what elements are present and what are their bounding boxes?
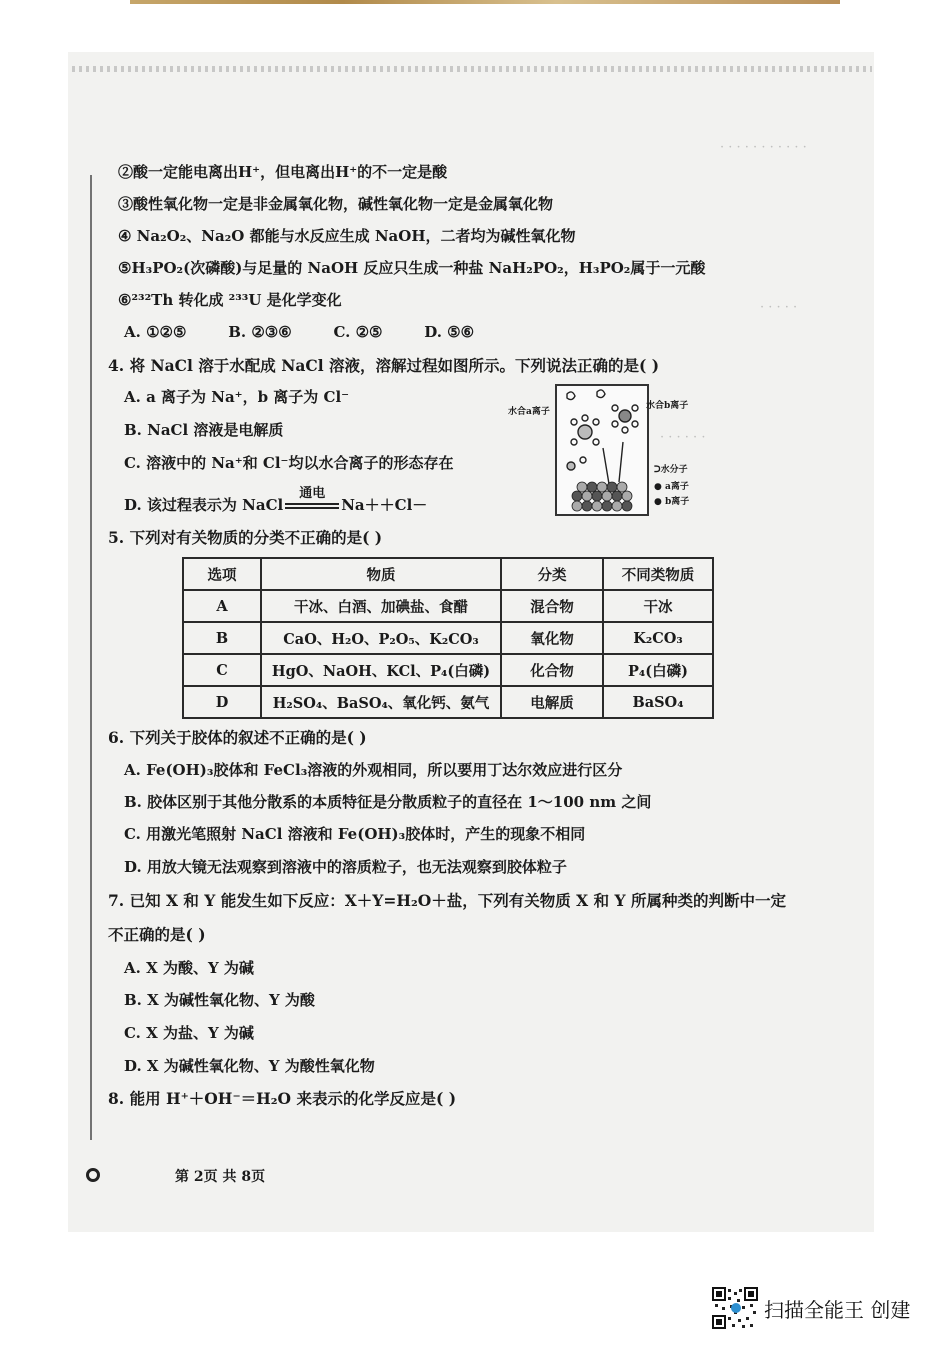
statement-2: ②酸一定能电离出H⁺，但电离出H⁺的不一定是酸 [118,163,448,181]
table-row [183,654,713,686]
q4-stem: 4. 将 NaCl 溶于水配成 NaCl 溶液，溶解过程如图所示。下列说法正确的是( ) [108,356,660,375]
table-cell: B [183,622,261,654]
q7-option-c: C. X 为盐、Y 为碱 [124,1024,254,1042]
label-hydrated-a: 水合a离子 [508,407,550,417]
label-water-text: 水分子 [660,465,688,475]
table-row [183,686,713,718]
table-header-row [183,558,713,590]
scanner-watermark: 扫描全能王 创建 [764,1298,911,1322]
q3-options: A. ①②⑤ B. ②③⑥ C. ②⑤ D. ⑤⑥ [124,323,475,341]
table-cell: 干冰 [603,590,713,622]
classification-table [182,557,714,719]
label-a-ion-text: a离子 [665,482,689,492]
bleed-through: · · · · · [760,300,798,315]
table-header-cell: 不同类物质 [603,558,713,590]
q7-option-a: A. X 为酸、Y 为碱 [124,959,254,977]
table-cell: D [183,686,261,718]
statement-5: ⑤H₃PO₂(次磷酸)与足量的 NaOH 反应只生成一种盐 NaH₂PO₂，H₃PO₂属于一元酸 [118,259,706,277]
page-number: 第 2页 共 8页 [175,1169,266,1185]
q4-d-suffix: Na＋＋Cl－ [341,496,428,514]
bleed-through: · · · · · · [660,430,706,445]
q6-option-c: C. 用激光笔照射 NaCl 溶液和 Fe(OH)₃胶体时，产生的现象不相同 [124,825,586,843]
dissolution-diagram [555,384,649,516]
table-cell: HgO、NaOH、KCl、P₄(白磷) [261,654,501,686]
table-cell: CaO、H₂O、P₂O₅、K₂CO₃ [261,622,501,654]
q5-stem: 5. 下列对有关物质的分类不正确的是( ) [108,528,383,547]
table-cell: 电解质 [501,686,603,718]
table-cell: 混合物 [501,590,603,622]
margin-line [90,175,92,1140]
table-cell: K₂CO₃ [603,622,713,654]
q7-option-d: D. X 为碱性氧化物、Y 为酸性氧化物 [124,1057,375,1075]
table-header-cell: 选项 [183,558,261,590]
equation-condition: 通电 [299,486,326,501]
q7-stem-cont: 不正确的是( ) [108,925,206,944]
label-b-ion: ● b离子 [654,497,690,507]
bleed-through: · · · · · · · · · · · [720,140,807,155]
table-cell: 氧化物 [501,622,603,654]
q4-option-c: C. 溶液中的 Na⁺和 Cl⁻均以水合离子的形态存在 [124,454,454,472]
table-row [183,590,713,622]
equation-arrow [285,486,339,515]
table-cell: P₄(白磷) [603,654,713,686]
q7-option-b: B. X 为碱性氧化物、Y 为酸 [124,991,315,1009]
statement-6: ⑥²³²Th 转化成 ²³³U 是化学变化 [118,291,342,309]
table-cell: C [183,654,261,686]
qr-code-icon [712,1287,758,1329]
q6-option-d: D. 用放大镜无法观察到溶液中的溶质粒子，也无法观察到胶体粒子 [124,858,567,876]
perforation-line [72,66,872,72]
q7-stem: 7. 已知 X 和 Y 能发生如下反应：X＋Y=H₂O＋盐，下列有关物质 X 和 Y 所属种类的判断中一定 [108,891,786,910]
q4-option-d [124,486,428,515]
top-edge-strip [130,0,840,4]
table-cell: 干冰、白酒、加碘盐、食醋 [261,590,501,622]
table-cell: BaSO₄ [603,686,713,718]
q8-stem: 8. 能用 H⁺＋OH⁻＝H₂O 来表示的化学反应是( ) [108,1089,457,1108]
label-a-ion: ● a离子 [654,482,689,492]
dissolution-svg [557,386,647,514]
binding-hole-icon [86,1168,100,1182]
q4-option-a: A. a 离子为 Na⁺，b 离子为 Cl⁻ [124,388,350,406]
label-hydrated-b: 水合b离子 [646,401,689,411]
label-water: ᑐ水分子 [654,465,688,475]
statement-4: ④ Na₂O₂、Na₂O 都能与水反应生成 NaOH，二者均为碱性氧化物 [118,227,576,245]
table-row [183,622,713,654]
q6-option-b: B. 胶体区别于其他分散系的本质特征是分散质粒子的直径在 1～100 nm 之间 [124,793,652,811]
q4-d-prefix: D. 该过程表示为 NaCl [124,496,284,514]
table-cell: H₂SO₄、BaSO₄、氧化钙、氨气 [261,686,501,718]
q6-stem: 6. 下列关于胶体的叙述不正确的是( ) [108,728,367,747]
table-header-cell: 分类 [501,558,603,590]
table-cell: 化合物 [501,654,603,686]
label-b-ion-text: b离子 [665,497,690,507]
q6-option-a: A. Fe(OH)₃胶体和 FeCl₃溶液的外观相同，所以要用丁达尔效应进行区分 [124,761,623,779]
table-cell: A [183,590,261,622]
q4-option-b: B. NaCl 溶液是电解质 [124,421,284,439]
statement-3: ③酸性氧化物一定是非金属氧化物，碱性氧化物一定是金属氧化物 [118,195,554,213]
table-header-cell: 物质 [261,558,501,590]
